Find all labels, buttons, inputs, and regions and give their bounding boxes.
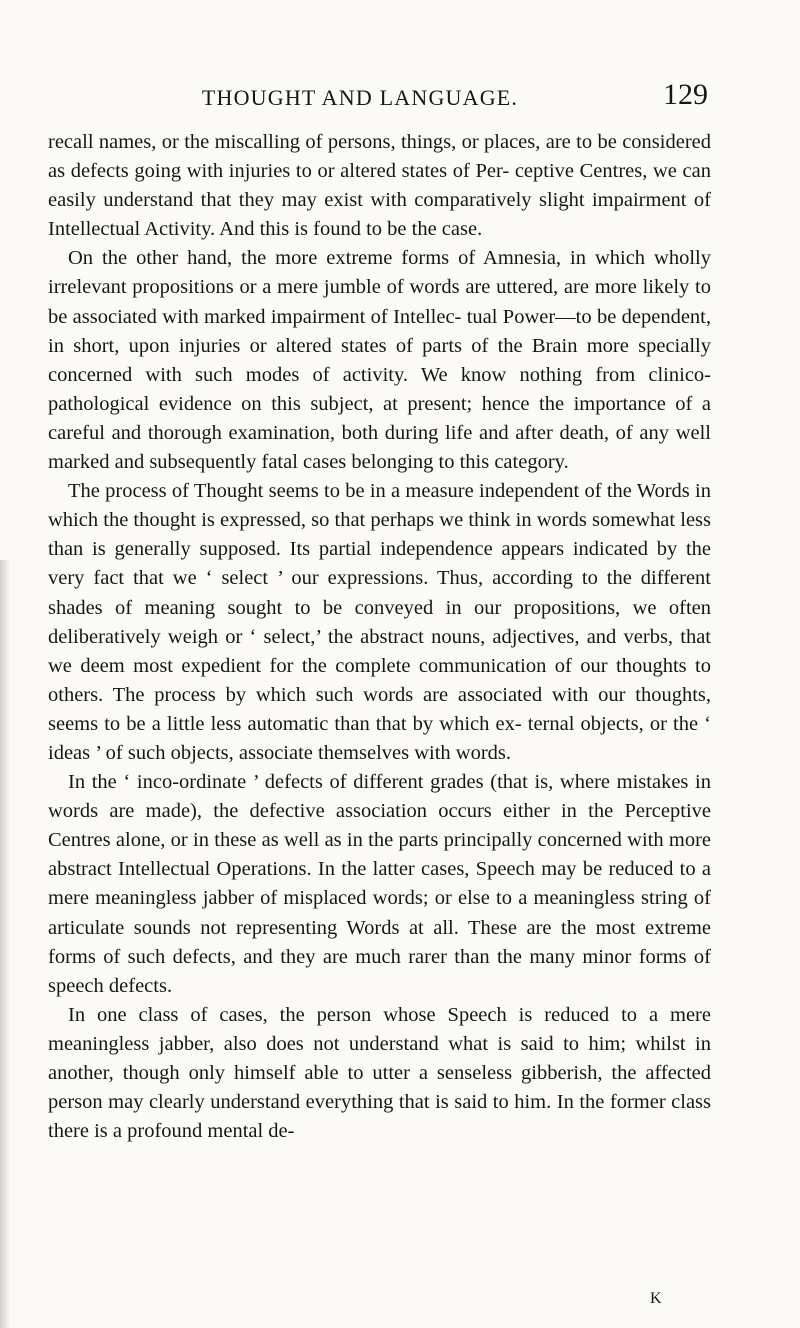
paragraph: The process of Thought seems to be in a measure independent of the Words in which the thought is expressed, so that perhaps we think in words somewhat less than is generally supposed. Its partial independence appears indicated by the very fact that we ‘ select ’ our expressions. Thus, according to the different shades of meaning sought to be conveyed in our propositions, we often deliberatively weigh or ‘ select,’ the abstract nouns, adjectives, and verbs, that we deem most expedient for the complete communication of our thoughts to others. The process by which such words are associated with our thoughts, seems to be a little less automatic than that by which ex- ternal objects, or the ‘ ideas ’ of such objects, associate themselves with words. [48,480,711,764]
page-edge-shadow [0,560,10,1328]
paragraph: recall names, or the miscalling of persons, things, or places, are to be considered as defects going with injuries to or altered states of Per- ceptive Centres, we can easily understand that they may exist with comparatively slight impairment of Intellectual Activity. And this is found to be the case. [48,131,711,241]
paragraph: In one class of cases, the person whose Speech is reduced to a mere meaningless jabber, also does not understand what is said to him; whilst in another, though only himself able to utter a senseless gibberish, the affected person may clearly understand everything that is said to him. In the former class there is a profound mental de- [48,1003,711,1143]
running-header-title: THOUGHT AND LANGUAGE. [201,85,519,110]
paragraph: On the other hand, the more extreme forms of Amnesia, in which wholly irrelevant propositions or a mere jumble of words are uttered, are more likely to be associated with marked impairment of Intellec- tual Power—to be dependent, in short, upon injuries or altered states of parts of the Brain more specially concerned with such modes of activity. We know nothing from clinico-pathological evidence on this subject, at present; hence the importance of a careful and thorough examination, both during life and after death, of any well marked and subsequently fatal cases belonging to this category. [48,247,711,474]
body-text [48,128,711,1146]
page-number: 129 [663,78,708,111]
paragraph: In the ‘ inco-ordinate ’ defects of different grades (that is, where mistakes in words are made), the defective association occurs either in the Perceptive Centres alone, or in these as well as in the parts principally concerned with more abstract Intellectual Operations. In the latter cases, Speech may be reduced to a mere meaningless jabber of misplaced words; or else to a meaningless string of articulate sounds not representing Words at all. These are the most extreme forms of such defects, and they are much rarer than the many minor forms of speech defects. [48,771,711,997]
signature-mark: K [650,1290,663,1307]
